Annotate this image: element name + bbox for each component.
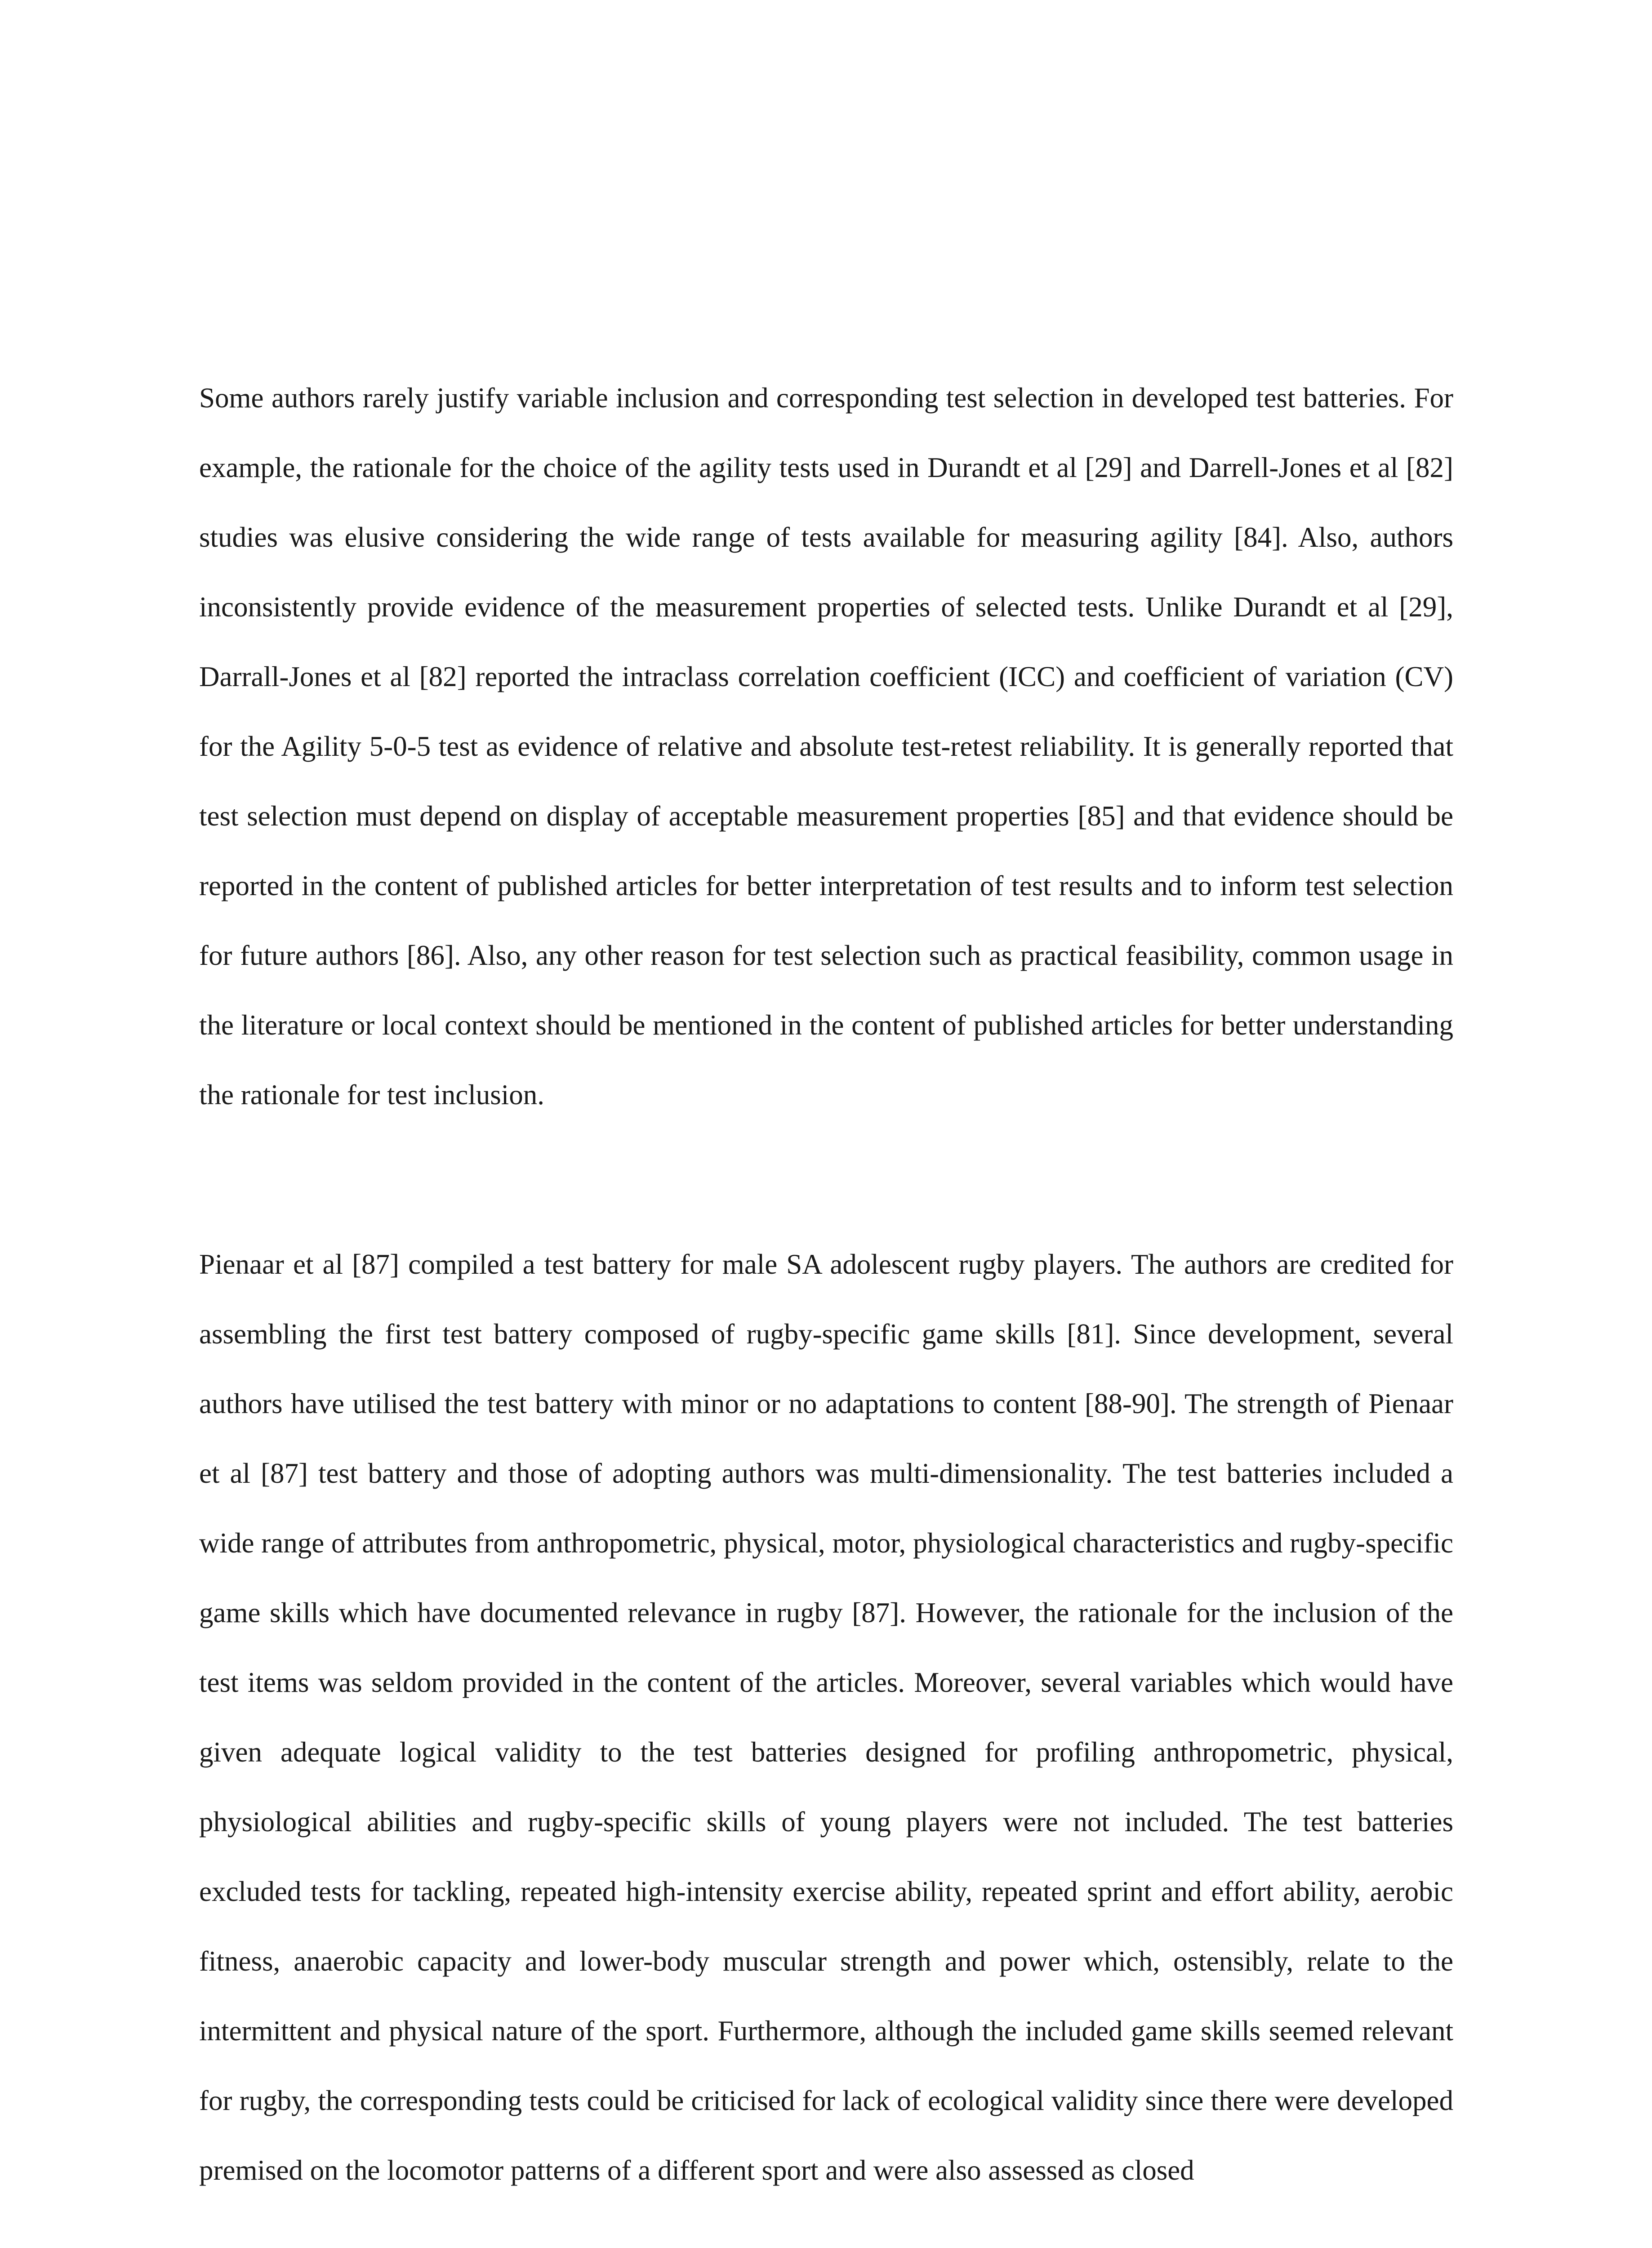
body-paragraph-2: Pienaar et al [87] compiled a test battery for male SA adolescent rugby players. The authors are credited for assembling the first test battery composed of rugby-specific game skills [81]. Since development, several authors have utilised the test battery with minor or no adaptations to content [88-90]. The strength of Pienaar et al [87] test battery and those of adopting authors was multi-dimensionality. The test batteries included a wide range of attributes from anthropometric, physical, motor, physiological characteristics and rugby-specific game skills which have documented relevance in rugby [87]. However, the rationale for the inclusion of the test items was seldom provided in the content of the articles. Moreover, several variables which would have given adequate logical validity to the test batteries designed for profiling anthropometric, physical, physiological abilities and rugby-specific skills of young players were not included. The test batteries excluded tests for tackling, repeated high-intensity exercise ability, repeated sprint and effort ability, aerobic fitness, anaerobic capacity and lower-body muscular strength and power which, ostensibly, relate to the intermittent and physical nature of the sport. Furthermore, although the included game skills seemed relevant for rugby, the corresponding tests could be criticised for lack of ecological validity since there were developed premised on the locomotor patterns of a different sport and were also assessed as closed — [199, 1249, 1453, 2186]
body-paragraph-1: Some authors rarely justify variable inclusion and corresponding test selection in developed test batteries. For example, the rationale for the choice of the agility tests used in Durandt et al [29] and Darrell-Jones et al [82] studies was elusive considering the wide range of tests available for measuring agility [84]. Also, authors inconsistently provide evidence of the measurement properties of selected tests. Unlike Durandt et al [29], Darrall-Jones et al [82] reported the intraclass correlation coefficient (ICC) and coefficient of variation (CV) for the Agility 5-0-5 test as evidence of relative and absolute test-retest reliability. It is generally reported that test selection must depend on display of acceptable measurement properties [85] and that evidence should be reported in the content of published articles for better interpretation of test results and to inform test selection for future authors [86]. Also, any other reason for test selection such as practical feasibility, common usage in the literature or local context should be mentioned in the content of published articles for better understanding the rationale for test inclusion. — [199, 382, 1453, 1111]
